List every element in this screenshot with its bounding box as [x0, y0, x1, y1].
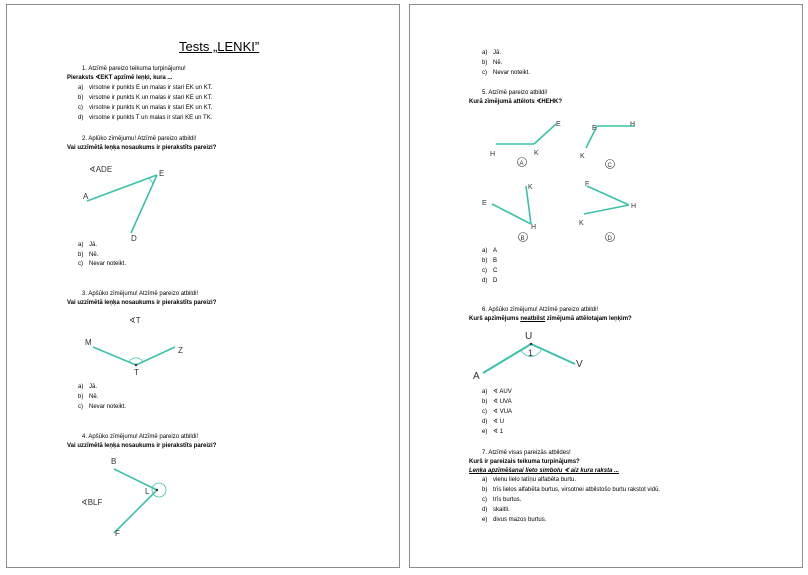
q4-angle-figure [7, 5, 401, 569]
svg-text:E: E [556, 121, 561, 128]
svg-text:E: E [482, 200, 487, 207]
svg-text:E: E [592, 125, 597, 132]
q7-sentence: Leņķa apzīmēšanai lieto simbolu ∢ aiz kura raksta ... [469, 468, 620, 474]
q4-point-b: B [111, 457, 117, 466]
q7-option-c[interactable] [482, 496, 521, 504]
option-key: a) [482, 389, 488, 395]
q7-prompt: 7. Atzīmē visas pareizās atbildes! [482, 450, 571, 456]
option-text: Nevar noteikt. [89, 261, 127, 267]
q5-question: Kurā zīmējumā attēlots ∢HEHK? [469, 99, 563, 105]
q7-option-a[interactable] [482, 476, 576, 484]
option-key: e) [482, 517, 488, 523]
option-key: b) [482, 399, 488, 405]
ray-lf [114, 490, 157, 533]
q6-option-d[interactable] [482, 418, 504, 426]
option-text: D [493, 278, 498, 284]
option-key: b) [78, 394, 84, 400]
option-key: a) [78, 85, 84, 91]
q6-option-a[interactable] [482, 388, 512, 396]
option-text: Nē. [493, 60, 503, 66]
option-key: c) [78, 404, 83, 410]
q4-question: Vai uzzīmētā leņķa nosaukums ir pierakstīts pareizi? [67, 443, 217, 449]
svg-text:H: H [630, 121, 636, 128]
option-key: a) [78, 242, 84, 248]
svg-text:H: H [531, 224, 537, 231]
option-text: ∢ 1 [493, 429, 504, 435]
q1-prompt: 1. Atzīmē pareizo teikuma turpinājumu! [82, 66, 186, 72]
svg-text:C: C [607, 163, 612, 169]
q6-option-e[interactable] [482, 428, 503, 436]
option-text: Jā. [493, 50, 502, 56]
q3-point-t: T [134, 368, 139, 377]
q2-point-a: A [83, 192, 89, 201]
option-key: b) [78, 95, 84, 101]
q6-point-v: V [576, 359, 583, 370]
q6-point-a: A [473, 371, 480, 382]
svg-text:B: B [520, 236, 525, 242]
document-page-2 [409, 4, 803, 568]
q6-option-b[interactable] [482, 398, 512, 406]
q3-point-z: Z [178, 346, 183, 355]
option-text: ∢ VUA [493, 409, 513, 415]
svg-text:K: K [580, 153, 585, 160]
option-key: b) [482, 487, 488, 493]
q2-question: Vai uzzīmētā leņķa nosaukums ir pierakstīts pareizi? [67, 145, 217, 151]
q2-point-e: E [159, 169, 165, 178]
svg-text:K: K [528, 184, 533, 191]
option-text: virsotne ir punkts K un malas ir stari EK un KT. [89, 105, 213, 111]
q1-question: Pieraksts ∢EKT apzīmē leņķi, kura ... [67, 75, 173, 81]
ray-lb [114, 469, 157, 490]
q6-angle-number: 1 [528, 348, 534, 358]
vertex-dot [156, 489, 158, 491]
option-text: A [493, 248, 498, 254]
q7-question: Kurš ir pareizais teikuma turpinājums? [469, 459, 580, 465]
svg-text:H: H [631, 203, 637, 210]
option-key: c) [482, 409, 487, 415]
option-key: d) [78, 115, 84, 121]
option-key: b) [78, 252, 84, 258]
option-text: virsotne ir punkts K un malas ir stari KE un KT. [89, 95, 213, 101]
q6-option-c[interactable] [482, 408, 512, 416]
option-key: b) [482, 258, 488, 264]
q5-prompt: 5. Atzīmē pareizo atbildi! [482, 90, 548, 96]
q3-prompt: 3. Apšūko zīmējumu! Atzīmē pareizo atbildi! [82, 291, 199, 297]
option-key: b) [482, 60, 488, 66]
option-key: c) [482, 70, 487, 76]
q6-question: Kurš apzīmējums neatbilst zīmējumā attēlotajam leņķim? [469, 316, 632, 322]
q4-angle-label: ∢BLF [81, 498, 103, 507]
document-page-1 [6, 4, 400, 568]
q2-point-d: D [131, 234, 137, 243]
option-key: e) [482, 429, 488, 435]
q6-point-u: U [525, 331, 533, 342]
q3-angle-label: ∢T [129, 316, 141, 325]
option-text: ∢ UVA [493, 399, 512, 405]
q4-point-l: L [145, 487, 150, 496]
option-text: virsotne ir punkts E un malas ir stari EK un KT. [89, 85, 213, 91]
q6-prompt: 6. Apšūko zīmējumu! Atzīmē pareizo atbildi! [482, 307, 599, 313]
option-key: d) [482, 419, 488, 425]
svg-text:A: A [519, 161, 524, 167]
option-key: c) [78, 261, 83, 267]
q3-question: Vai uzzīmētā leņķa nosaukums ir pierakstīts pareizi? [67, 300, 217, 306]
q7-option-d[interactable] [482, 506, 510, 514]
q7-option-b[interactable] [482, 486, 660, 494]
option-text: trīs burtus. [493, 497, 522, 503]
option-text: divus mazos burtus. [493, 517, 547, 523]
option-text: Nē. [89, 394, 99, 400]
option-text: Jā. [89, 242, 98, 248]
option-key: c) [482, 268, 487, 274]
option-text: Nē. [89, 252, 99, 258]
option-key: d) [482, 507, 488, 513]
svg-text:F: F [585, 181, 590, 188]
q4-prompt: 4. Apšūko zīmējumu! Atzīmē pareizo atbildi! [82, 434, 199, 440]
option-key: a) [482, 248, 488, 254]
option-key: a) [482, 477, 488, 483]
q4-point-f: F [115, 529, 120, 538]
option-text: vienu lielo latīņu alfabēta burtu. [493, 477, 577, 483]
option-text: Nevar noteikt. [89, 404, 127, 410]
q3-point-m: M [85, 338, 92, 347]
option-text: virsotne ir punkts T un malas ir stari KE un TK. [89, 115, 213, 121]
option-text: Nevar noteikt. [493, 70, 531, 76]
option-key: a) [78, 384, 84, 390]
option-key: a) [482, 50, 488, 56]
angle-arc [152, 483, 166, 497]
option-text: C [493, 268, 498, 274]
option-text: skaitli. [493, 507, 510, 513]
q2-prompt: 2. Aplūko zīmējumu! Atzīmē pareizo atbildi! [82, 136, 197, 142]
option-text: ∢ AUV [493, 389, 512, 395]
svg-text:D: D [607, 236, 612, 242]
option-key: d) [482, 278, 488, 284]
option-text: Jā. [89, 384, 98, 390]
option-key: c) [78, 105, 83, 111]
q2-angle-label: ∢ADE [89, 165, 113, 174]
option-text: ∢ U [493, 419, 505, 425]
svg-text:K: K [534, 150, 539, 157]
option-text: B [493, 258, 498, 264]
option-text: trīs lielos alfabēta burtus, virsotnei atbilstošo burtu rakstot vidū. [493, 487, 661, 493]
option-key: c) [482, 497, 487, 503]
svg-text:H: H [490, 151, 496, 158]
q7-option-e[interactable] [482, 516, 546, 524]
svg-text:K: K [579, 220, 584, 227]
page-title: Tests „LENKI” [179, 39, 260, 54]
q6-angle-figure [410, 5, 804, 569]
